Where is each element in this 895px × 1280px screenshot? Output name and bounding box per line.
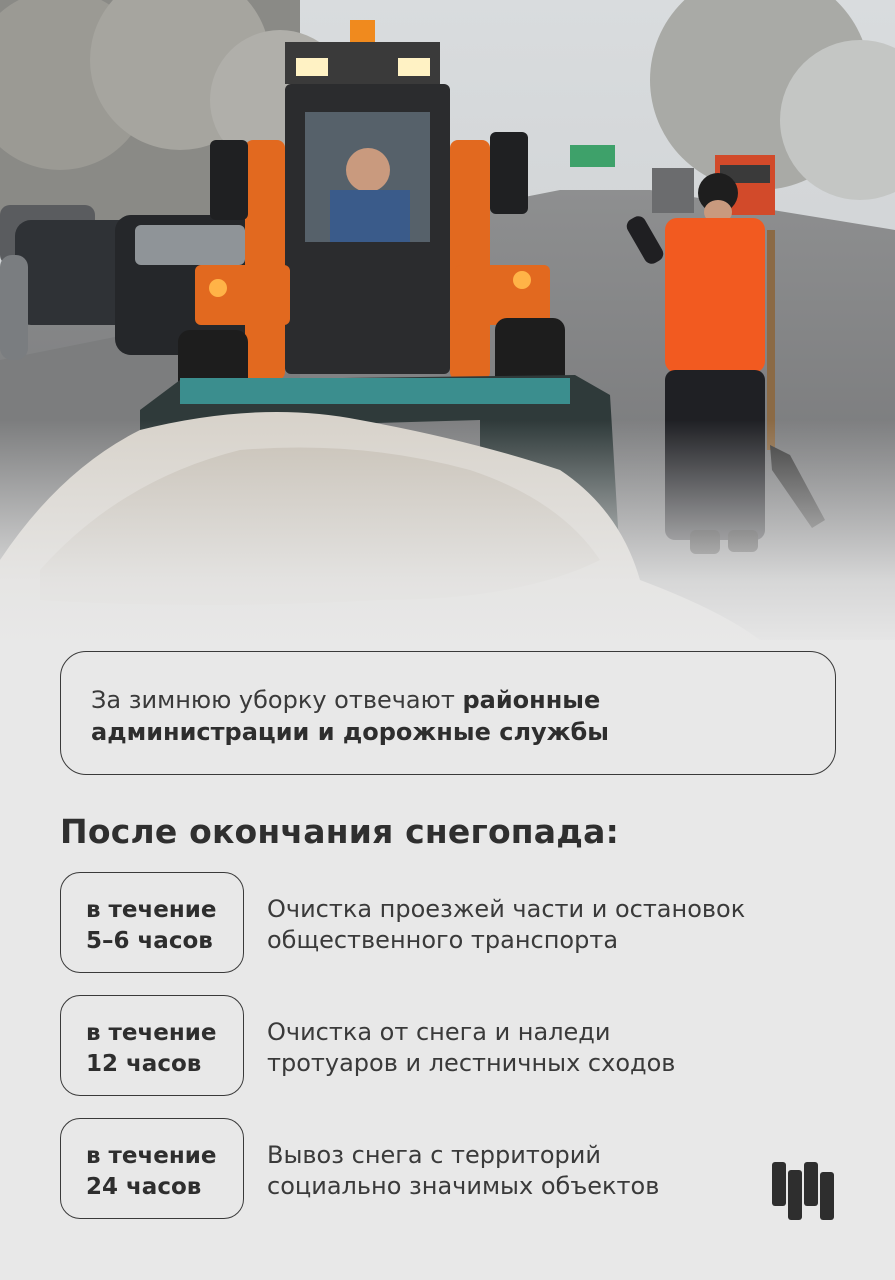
schedule-row <box>60 1118 836 1221</box>
time-badge <box>60 995 244 1096</box>
time-label-line2: 5–6 часов <box>86 928 213 954</box>
schedule-row <box>60 872 836 975</box>
intro-bold-line1: районные <box>462 686 601 714</box>
time-label-line1: в течение <box>86 897 217 923</box>
intro-callout <box>60 651 836 775</box>
task-line1: Очистка проезжей части и остановок <box>267 895 746 923</box>
photo-fade-overlay <box>0 420 895 640</box>
brand-logo-icon <box>770 1160 838 1222</box>
time-label-line2: 24 часов <box>86 1174 202 1200</box>
task-line2: тротуаров и лестничных сходов <box>267 1049 676 1077</box>
task-description <box>267 1017 675 1079</box>
time-label-line1: в течение <box>86 1143 217 1169</box>
task-line1: Очистка от снега и наледи <box>267 1018 611 1046</box>
intro-text: За зимнюю уборку отвечают <box>91 686 463 714</box>
task-description <box>267 894 745 956</box>
schedule-row <box>60 995 836 1098</box>
intro-bold-line2: администрации и дорожные службы <box>91 718 610 746</box>
time-badge <box>60 1118 244 1219</box>
time-badge <box>60 872 244 973</box>
section-heading: После окончания снегопада: <box>60 812 619 851</box>
task-line2: социально значимых объектов <box>267 1172 660 1200</box>
time-label-line2: 12 часов <box>86 1051 202 1077</box>
time-label-line1: в течение <box>86 1020 217 1046</box>
task-line1: Вывоз снега с территорий <box>267 1141 601 1169</box>
task-line2: общественного транспорта <box>267 926 619 954</box>
task-description <box>267 1140 659 1202</box>
